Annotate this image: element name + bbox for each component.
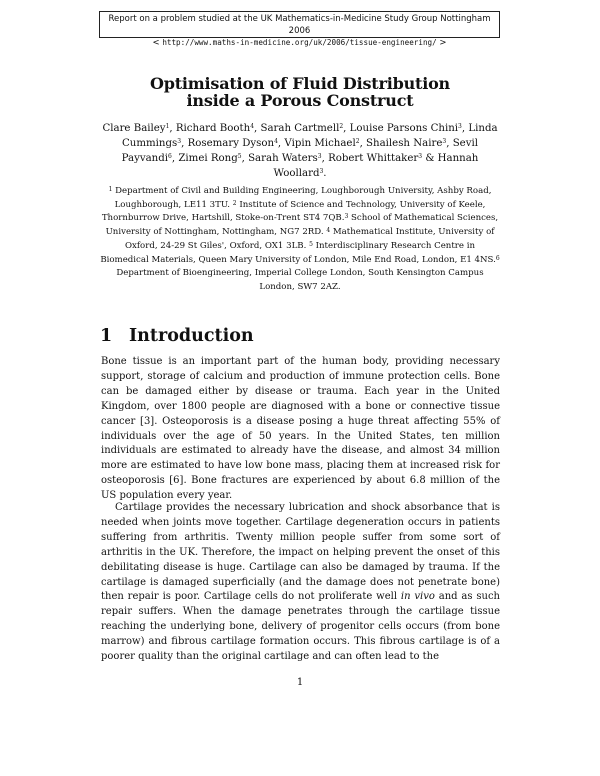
author-list	[100, 121, 500, 181]
author-name: Rosemary Dyson	[187, 138, 275, 149]
author	[248, 153, 328, 164]
affiliation-number: 2	[232, 199, 237, 207]
author-separator: ,	[171, 153, 179, 164]
author-name: Shailesh Naire	[366, 138, 443, 149]
author-name: Sevil Payvandi	[121, 138, 478, 164]
affiliation-list	[100, 185, 500, 295]
author-affiliation-mark: 2	[355, 138, 360, 145]
study-group-header	[99, 11, 500, 48]
author	[261, 123, 350, 134]
author	[102, 123, 175, 134]
section-heading	[100, 326, 254, 346]
paragraph-2-text-a: Cartilage provides the necessary lubrication and shock absorbance that is needed when joints move together. Cartilage degeneration occurs in patients suffering from arthritis. Twenty million people suffer from some sort of arthritis in the UK. Therefore, the impact on helping prevent the onset of this debilitating disease is huge. Cartilage can also be damaged by trauma. If the cartilage is damaged superficially (and the damage does not penetrate bone) then repair is poor. Cartilage cells do not proliferate well	[101, 502, 500, 603]
author-affiliation-mark: 3	[442, 138, 447, 145]
author-separator: ,	[461, 123, 469, 134]
header-report-line: Report on a problem studied at the UK Mathematics-in-Medicine Study Group Nottingham 2006	[108, 14, 491, 36]
author-separator: ,	[241, 153, 249, 164]
affiliation-text: Institute of Science and Technology, University of Keele, Thornburrow Drive, Hartshill, Stoke-on-Trent ST4 7QB.	[101, 199, 486, 224]
author-name: Richard Booth	[175, 123, 251, 134]
author-affiliation-mark: 6	[168, 153, 172, 160]
url-open-bracket: <	[152, 38, 163, 48]
author-separator: ,	[343, 123, 350, 134]
author-separator: &	[422, 153, 438, 164]
author-name: Sarah Cartmell	[260, 123, 340, 134]
author-separator: ,	[254, 123, 261, 134]
author	[366, 138, 453, 149]
author-name: Hannah Woollard	[273, 153, 479, 179]
author	[178, 153, 248, 164]
affiliation-text: School of Mathematical Sciences, University of Nottingham, Nottingham, NG7 2RD.	[105, 213, 499, 238]
author-separator: ,	[359, 138, 367, 149]
author	[350, 123, 469, 134]
author	[328, 153, 438, 164]
author-separator: ,	[181, 138, 188, 149]
author-affiliation-mark: 4	[250, 123, 255, 130]
author-affiliation-mark: 3	[418, 153, 423, 160]
author-separator: .	[323, 168, 327, 179]
author-affiliation-mark: 5	[237, 153, 242, 160]
title-line-2: inside a Porous Construct	[186, 91, 414, 110]
affiliation-number: 5	[309, 240, 313, 248]
affiliation-number: 4	[326, 227, 331, 235]
paragraph-1: Bone tissue is an important part of the human body, providing necessary support, storage of calcium and production of immune protection cells. Bone can be damaged either by disease or trauma. Each year in the United Kingdom, over 1800 people are diagnosed with a bone or connective tissue cancer [3]. Osteoporosis is a disease posing a huge threat affecting 55% of individuals over the age of 50 years. In the United States, ten million individuals are estimated to already have the disease, and almost 34 million more are estimated to have low bone mass, placing them at increased risk for osteoporosis [6]. Bone fractures are experienced by about 6.8 million of the US population every year.	[101, 356, 500, 502]
page-number: 1	[296, 677, 304, 688]
author	[188, 138, 285, 149]
affiliation-number: 1	[108, 186, 113, 193]
author-name: Linda Cummings	[122, 123, 498, 149]
section-number: 1	[100, 326, 113, 346]
author-affiliation-mark: 1	[165, 123, 170, 130]
author-name: Louise Parsons Chini	[349, 123, 459, 134]
author-name: Vipin Michael	[284, 138, 356, 149]
author-separator: ,	[446, 138, 453, 149]
header-url-link[interactable]: http://www.maths-in-medicine.org/uk/2006/tissue-engineering/	[162, 38, 437, 47]
section-title: Introduction	[129, 326, 254, 346]
paragraph-2-text-b: and as such repair suffers. When the damage penetrates through the cartilage tissue reaching the underlying bone, delivery of progenitor cells occurs (from bone marrow) and fibrous cartilage formation occurs. This fibrous cartilage is of a poorer quality than the original cartilage and can often lead to the	[101, 591, 500, 663]
author-name: Clare Bailey	[102, 123, 166, 134]
author-name: Robert Whittaker	[328, 153, 419, 164]
author-affiliation-mark: 4	[274, 138, 278, 145]
author-name: Zimei Rong	[178, 153, 238, 164]
affiliation-number: 3	[344, 213, 349, 221]
affiliation-text: Department of Bioengineering, Imperial College London, South Kensington Campus London, SW7 2AZ.	[116, 268, 484, 292]
author	[284, 138, 366, 149]
paragraph-2	[101, 501, 500, 665]
author-affiliation-mark: 3	[317, 153, 322, 160]
header-url-line	[100, 37, 499, 49]
affiliation-text: Interdisciplinary Research Centre in Biomedical Materials, Queen Mary University of London, Mile End Road, London, E1 4NS.	[100, 240, 496, 265]
affiliation-text: Mathematical Institute, University of Oxford, 24-29 St Giles', Oxford, OX1 3LB.	[124, 227, 495, 251]
author-affiliation-mark: 2	[339, 123, 344, 130]
title-line-1: Optimisation of Fluid Distribution	[149, 74, 450, 93]
paragraph-2-italic: in vivo	[400, 591, 435, 603]
author-separator: ,	[277, 138, 285, 149]
affiliation-number: 6	[495, 254, 500, 262]
author-affiliation-mark: 3	[458, 123, 462, 130]
author-affiliation-mark: 3	[177, 138, 182, 145]
author	[176, 123, 261, 134]
author-name: Sarah Waters	[248, 153, 318, 164]
author-affiliation-mark: 3	[319, 168, 324, 175]
author-separator: ,	[169, 123, 176, 134]
url-close-bracket: >	[436, 38, 447, 48]
author-separator: ,	[321, 153, 329, 164]
paper-title	[0, 75, 600, 109]
affiliation-text: Department of Civil and Building Engineering, Loughborough University, Ashby Road, Loughborough, LE11 3TU.	[112, 186, 492, 210]
